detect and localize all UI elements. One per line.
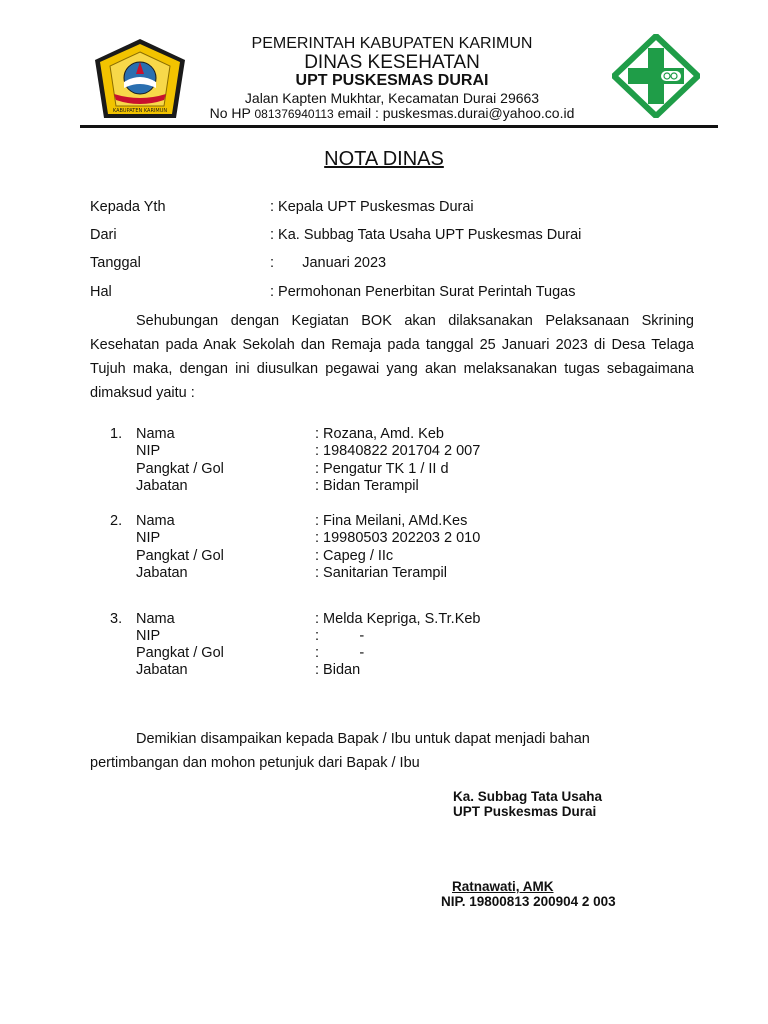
personnel-value: : - xyxy=(315,628,365,644)
memo-value-to: : Kepala UPT Puskesmas Durai xyxy=(270,199,474,215)
intro-paragraph: Sehubungan dengan Kegiatan BOK akan dilaksanakan Pelaksanaan Skrining Kesehatan pada Anak Sekolah dan Remaja pada tanggal 25 Januari 2023 di Desa Telaga Tujuh maka, dengan ini diusulkan pegawai yang akan melaksanakan tugas sebagaimana dimaksud yaitu : xyxy=(90,313,694,401)
letterhead-contact xyxy=(112,105,672,121)
letterhead-divider xyxy=(80,125,718,128)
signature-unit: UPT Puskesmas Durai xyxy=(453,804,597,819)
personnel-label: NIP xyxy=(136,628,161,644)
personnel-label: Jabatan xyxy=(136,662,188,678)
personnel-value: : Bidan xyxy=(315,662,361,678)
personnel-number: 1. xyxy=(110,426,123,442)
personnel-label: Pangkat / Gol xyxy=(136,461,224,477)
personnel-label: NIP xyxy=(136,530,161,546)
memo-value-from: : Ka. Subbag Tata Usaha UPT Puskesmas Durai xyxy=(270,227,582,243)
personnel-value: : Melda Kepriga, S.Tr.Keb xyxy=(315,611,481,627)
memo-label-date: Tanggal xyxy=(90,255,141,271)
personnel-label: Nama xyxy=(136,513,175,529)
memo-value-date: : Januari 2023 xyxy=(270,255,387,271)
signature-name: Ratnawati, AMK xyxy=(452,879,554,894)
document-title: NOTA DINAS xyxy=(324,148,444,170)
personnel-label: Nama xyxy=(136,611,175,627)
letterhead-unit: UPT PUSKESMAS DURAI xyxy=(295,72,489,89)
closing-paragraph: Demikian disampaikan kepada Bapak / Ibu untuk dapat menjadi bahan pertimbangan dan mohon petunjuk dari Bapak / Ibu xyxy=(90,731,590,771)
phone-number: 081376940113 xyxy=(254,107,334,121)
memo-label-from: Dari xyxy=(90,227,117,243)
personnel-label: Nama xyxy=(136,426,175,442)
personnel-value: : Rozana, Amd. Keb xyxy=(315,426,444,442)
letterhead-address: Jalan Kapten Mukhtar, Kecamatan Durai 29663 xyxy=(244,90,540,106)
signature-role: Ka. Subbag Tata Usaha xyxy=(453,789,603,804)
personnel-value: : Capeg / IIc xyxy=(315,548,394,564)
personnel-value: : Bidan Terampil xyxy=(315,478,419,494)
signature-nip: NIP. 19800813 200904 2 003 xyxy=(441,894,616,909)
letterhead-department: DINAS KESEHATAN xyxy=(304,52,480,73)
personnel-value: : - xyxy=(315,645,365,661)
personnel-value: : Fina Meilani, AMd.Kes xyxy=(315,513,468,529)
personnel-number: 3. xyxy=(110,611,123,627)
personnel-label: Jabatan xyxy=(136,565,188,581)
personnel-value: : 19840822 201704 2 007 xyxy=(315,443,481,459)
email-address: puskesmas.durai@yahoo.co.id xyxy=(382,105,575,121)
personnel-value: : 19980503 202203 2 010 xyxy=(315,530,481,546)
letterhead-government: PEMERINTAH KABUPATEN KARIMUN xyxy=(251,35,533,52)
memo-label-subject: Hal xyxy=(90,284,112,300)
email-label: email : xyxy=(337,105,379,121)
personnel-label: NIP xyxy=(136,443,161,459)
personnel-label: Pangkat / Gol xyxy=(136,548,224,564)
phone-label: No HP xyxy=(209,105,251,121)
emblem-caption: KABUPATEN KARIMUN xyxy=(112,108,168,114)
personnel-label: Jabatan xyxy=(136,478,188,494)
personnel-label: Pangkat / Gol xyxy=(136,645,224,661)
personnel-number: 2. xyxy=(110,513,123,529)
memo-label-to: Kepada Yth xyxy=(90,199,166,215)
memo-value-subject: : Permohonan Penerbitan Surat Perintah Tugas xyxy=(270,284,576,300)
personnel-value: : Sanitarian Terampil xyxy=(315,565,447,581)
personnel-value: : Pengatur TK 1 / II d xyxy=(315,461,449,477)
